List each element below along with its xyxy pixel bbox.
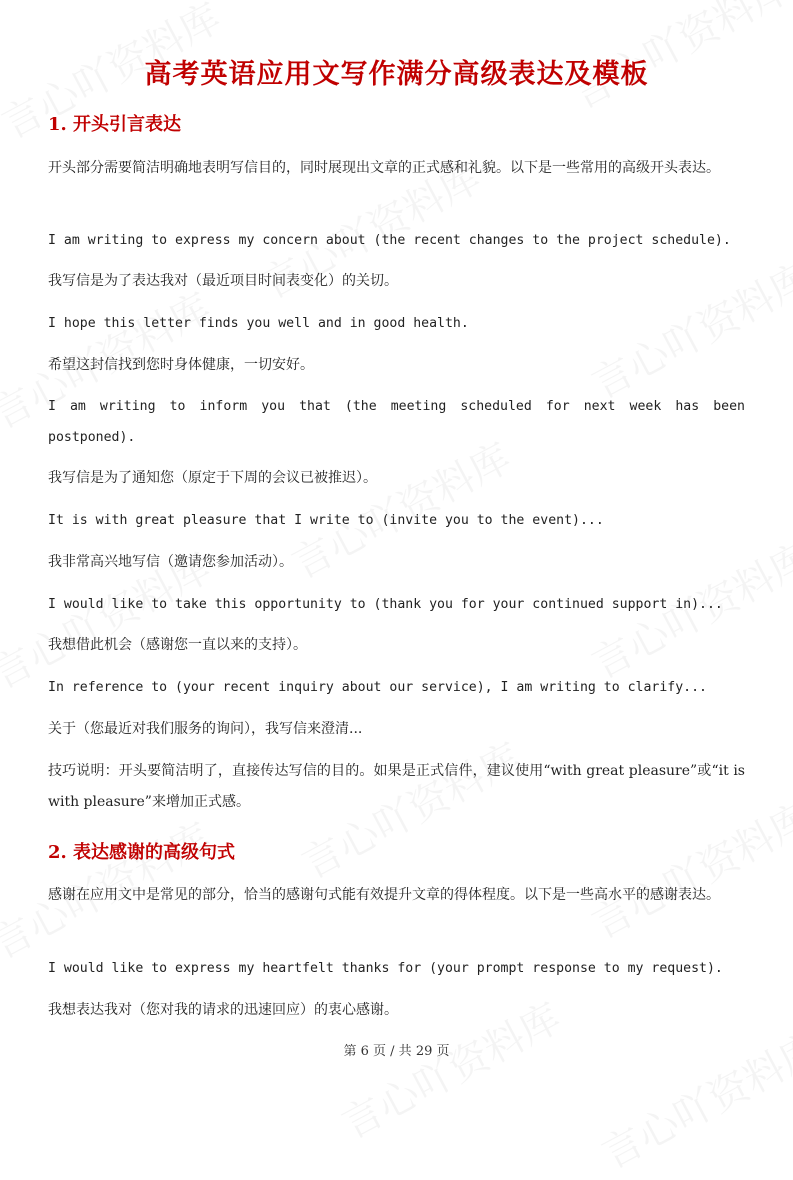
example-english: I would like to express my heartfelt thanks for (your prompt response to my request). — [48, 961, 723, 976]
example-chinese: 我想借此机会（感谢您一直以来的支持）。 — [48, 637, 307, 653]
example-english: It is with great pleasure that I write to (invite you to the event)... — [48, 513, 604, 528]
page-title: 高考英语应用文写作满分高级表达及模板 — [144, 59, 649, 90]
page-footer: 第 6 页 / 共 29 页 — [343, 1044, 450, 1059]
example-english: I hope this letter finds you well and in good health. — [48, 316, 469, 331]
example-english: I am writing to inform you that (the meeting scheduled for next week has been postponed). — [48, 399, 745, 445]
example-chinese: 希望这封信找到您时身体健康，一切安好。 — [48, 357, 314, 373]
example-chinese: 我想表达我对（您对我的请求的迅速回应）的衷心感谢。 — [48, 1002, 398, 1018]
section-heading-opening: 1. 开头引言表达 — [48, 114, 182, 135]
example-chinese: 我写信是为了表达我对（最近项目时间表变化）的关切。 — [48, 273, 398, 289]
section-intro: 感谢在应用文中是常见的部分，恰当的感谢句式能有效提升文章的得体程度。以下是一些高水平的感谢表达。 — [48, 887, 720, 903]
tip-text: 技巧说明：开头要简洁明了，直接传达写信的目的。如果是正式信件，建议使用“with great pleasure”或“it is with pleasure”来增加正式感。 — [48, 763, 745, 810]
example-english: I am writing to express my concern about (the recent changes to the project schedule). — [48, 233, 731, 248]
section-intro: 开头部分需要简洁明确地表明写信目的，同时展现出文章的正式感和礼貌。以下是一些常用的高级开头表达。 — [48, 160, 720, 176]
example-english: In reference to (your recent inquiry about our service), I am writing to clarify... — [48, 680, 707, 695]
example-chinese: 我写信是为了通知您（原定于下周的会议已被推迟）。 — [48, 470, 377, 486]
example-chinese: 我非常高兴地写信（邀请您参加活动）。 — [48, 554, 293, 570]
example-english: I would like to take this opportunity to (thank you for your continued support in)... — [48, 597, 723, 612]
example-chinese: 关于（您最近对我们服务的询问），我写信来澄清... — [48, 721, 363, 737]
section-heading-thanks: 2. 表达感谢的高级句式 — [48, 842, 236, 863]
